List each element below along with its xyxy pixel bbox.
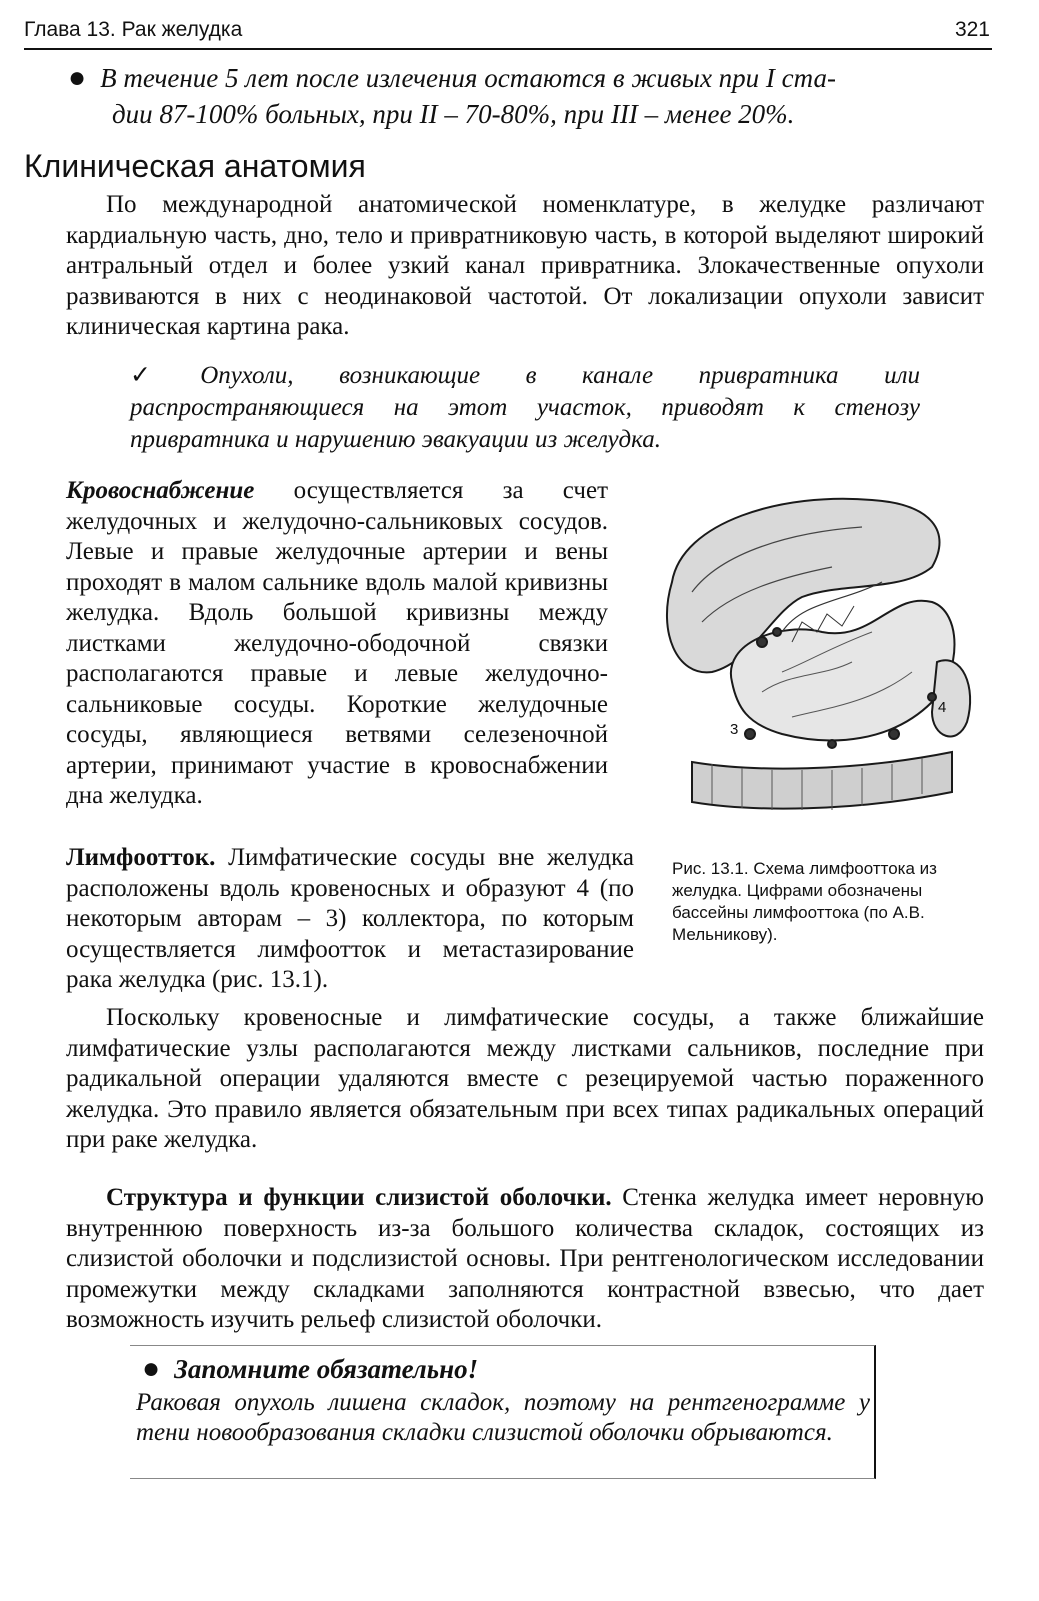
page-header [24,14,992,50]
blood-supply-paragraph [66,476,608,812]
remember-box [130,1345,876,1479]
figure-caption: Рис. 13.1. Схема лимфооттока из желудка. Цифрами обозначены бассейны лимфооттока (по А.В. Мельникову). [672,859,937,944]
page-number: 321 [954,18,990,41]
figure-label-4: 4 [938,699,947,716]
stomach-illustration [632,472,988,842]
lymph-paragraph [66,843,634,996]
structure-paragraph [66,1183,984,1336]
checkmark-icon: ✓ [130,362,191,389]
survival-bullet [68,60,988,132]
bullet-icon: ● [68,61,87,94]
remember-title [142,1352,478,1386]
lymph-text: Лимфатические сосуды вне желудка расположены вдоль кровеносных и образуют 4 (по некоторым авторам – 3) коллектора, по которым осуществляется лимфоотток и метастазирование рака желудка (рис. 13.1). [66,844,634,993]
structure-text: Стенка желудка имеет неровную внутреннюю поверхность из-за большого количества складок, состоящих из слизистой оболочки и подслизистой основы. При рентгенологическом исследовании промежутки между складками заполняются контрастной взвесью, что дает возможность изучить рельеф слизистой оболочки. [66,1184,984,1333]
radical-paragraph: Поскольку кровеносные и лимфатические сосуды, а также ближайшие лимфатические узлы располагаются между листками сальников, последние при радикальной операции удаляются вместе с резецируемой частью пораженного желудка. Это правило является обязательным при всех типах радикальных операций при раке желудка. [66,1004,984,1153]
section-title: Клиническая анатомия [24,148,366,184]
survival-line-1: В течение 5 лет после излечения остаются в живых при I ста- [100,63,836,93]
check-note-text: Опухоли, возникающие в канале привратника или распространяющиеся на этот участок, приводят к стенозу привратника и нарушению эвакуации из желудка. [130,362,920,453]
stomach-lymph-figure [632,472,988,842]
remember-text: Раковая опухоль лишена складок, поэтому на рентгенограмме у тени новообразования складки слизистой оболочки обрываются. [136,1389,870,1446]
intro-paragraph: По международной анатомической номенклатуре, в желудке различают кардиальную часть, дно, тело и привратниковую часть, в которой выделяют широкий антральный отдел и более узкий канал привратника. Злокачественные опухоли развиваются в них с неодинаковой частотой. От локализации опухоли зависит клиническая картина рака. [66,191,984,340]
check-note [130,360,920,456]
lymph-lead: Лимфоотток. [66,844,216,871]
chapter-title: Глава 13. Рак желудка [24,18,243,41]
survival-line-2: дии 87-100% больных, при II – 70-80%, при III – менее 20%. [112,99,795,129]
figure-label-3: 3 [730,721,739,738]
blood-supply-lead: Кровоснабжение [66,477,255,504]
structure-lead: Структура и функции слизистой оболочки. [106,1184,612,1211]
remember-title-text: Запомните обязательно! [174,1354,479,1384]
bullet-icon: ● [142,1352,161,1385]
blood-supply-text: осуществляется за счет желудочных и желудочно-сальниковых сосудов. Левые и правые желудочные артерии и вены проходят в малом сальнике вдоль малой кривизны желудка. Вдоль большой кривизны между листками желудочно-ободочной связки располагаются правые и левые желудочно-сальниковые сосуды. Короткие желудочные сосуды, являющиеся ветвями селезеночной артерии, принимают участие в кровоснабжении дна желудка. [66,477,608,809]
